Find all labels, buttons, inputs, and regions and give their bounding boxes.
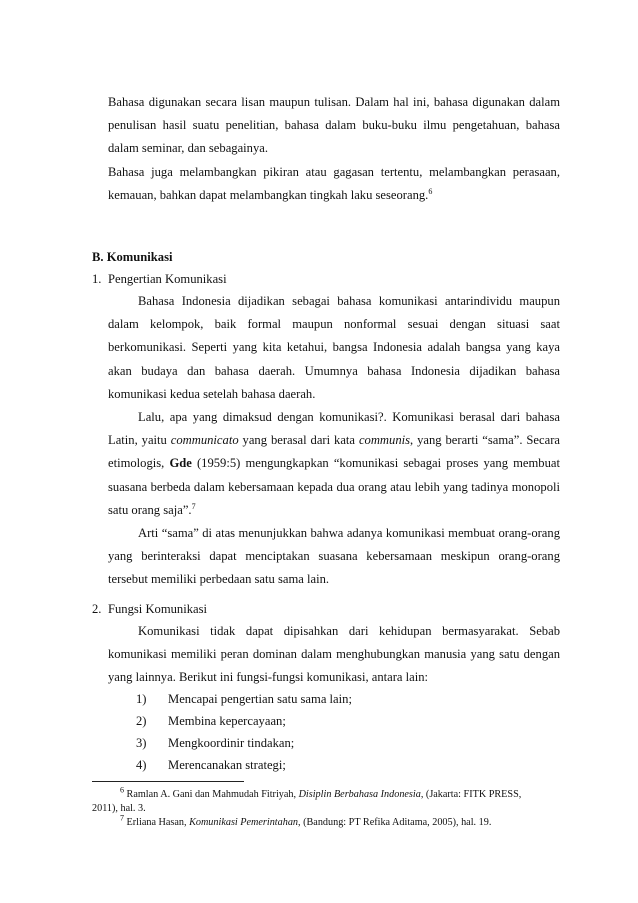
footnote-6-continued: 2011), hal. 3. — [92, 803, 146, 814]
footnote-ref-6: 6 — [428, 186, 433, 196]
subsection-1-body — [108, 290, 560, 592]
footnote-6: $^6$ Ramlan A. Gani dan Mahmudah Fitriyah, Disiplin Berbahasa Indonesia, (Jakarta: FITK PRESS, — [120, 785, 522, 800]
footnote-7: $^7$ Erliana Hasan, Komunikasi Pemerintahan, (Bandung: PT Refika Aditama, 2005), hal. 19. — [120, 813, 492, 828]
subsection-2-number: 2. — [92, 602, 102, 616]
subsection-2-title: Fungsi Komunikasi — [108, 602, 208, 616]
subsection-1-heading — [92, 268, 227, 291]
list-item: 4) Merencanakan strategi; — [136, 758, 286, 772]
subsection-2-body — [108, 620, 560, 690]
subsection-2-paragraph-1: Komunikasi tidak dapat dipisahkan dari kehidupan bermasyarakat. Sebab komunikasi memiliki peran dominan dalam menghubungkan manusia yang satu dengan yang lainnya. Berikut ini fungsi-fungsi komunikasi, antara lain: — [108, 624, 560, 685]
subsection-1-number: 1. — [92, 272, 102, 286]
subsection-2-heading — [92, 598, 207, 621]
list-item: 2) Membina kepercayaan; — [136, 714, 286, 728]
intro-paragraph-2: Bahasa juga melambangkan pikiran atau gagasan tertentu, melambangkan perasaan, kemauan, bahkan dapat melambangkan tingkah laku seseorang.$^6$ — [108, 164, 560, 202]
list-item: 1) Mencapai pengertian satu sama lain; — [136, 692, 352, 706]
intro-paragraph-1: Bahasa digunakan secara lisan maupun tulisan. Dalam hal ini, bahasa digunakan dalam penulisan hasil suatu penelitian, bahasa dalam buku-buku ilmu pengetahuan, bahasa dalam seminar, dan sebagainya. — [108, 95, 560, 156]
subsection-1-paragraph-2: Lalu, apa yang dimaksud dengan komunikasi?. Komunikasi berasal dari bahasa Latin, yaitu communicato yang berasal dari kata communis, yang berarti “sama”. Secara etimologis, Gde (1959:5) mengungkapkan “komunikasi sebagai proses yang membuat suasana berbeda dalam kebersamaan kepada dua orang atau lebih yang tadinya monopoli satu orang saja”.$^7$ — [108, 410, 560, 517]
section-heading: B. Komunikasi — [92, 250, 173, 264]
subsection-1-title: Pengertian Komunikasi — [108, 272, 227, 286]
footnote-divider — [92, 781, 244, 782]
subsection-1-paragraph-1: Bahasa Indonesia dijadikan sebagai bahasa komunikasi antarindividu maupun dalam kelompok, baik formal maupun nonformal sesuai dengan situasi saat berkomunikasi. Seperti yang kita ketahui, bangsa Indonesia adalah bangsa yang kaya akan budaya dan bahasa daerah. Umumnya bahasa Indonesia dijadikan bahasa komunikasi kedua setelah bahasa daerah. — [108, 294, 560, 401]
subsection-1-paragraph-3: Arti “sama” di atas menunjukkan bahwa adanya komunikasi membuat orang-orang yang berinteraksi dapat menciptakan suasana kebersamaan meskipun orang-orang tersebut memiliki perbedaan satu sama lain. — [108, 526, 560, 587]
footnote-ref-7: 7 — [191, 501, 196, 511]
list-item: 3) Mengkoordinir tindakan; — [136, 736, 295, 750]
intro-block — [108, 91, 560, 207]
